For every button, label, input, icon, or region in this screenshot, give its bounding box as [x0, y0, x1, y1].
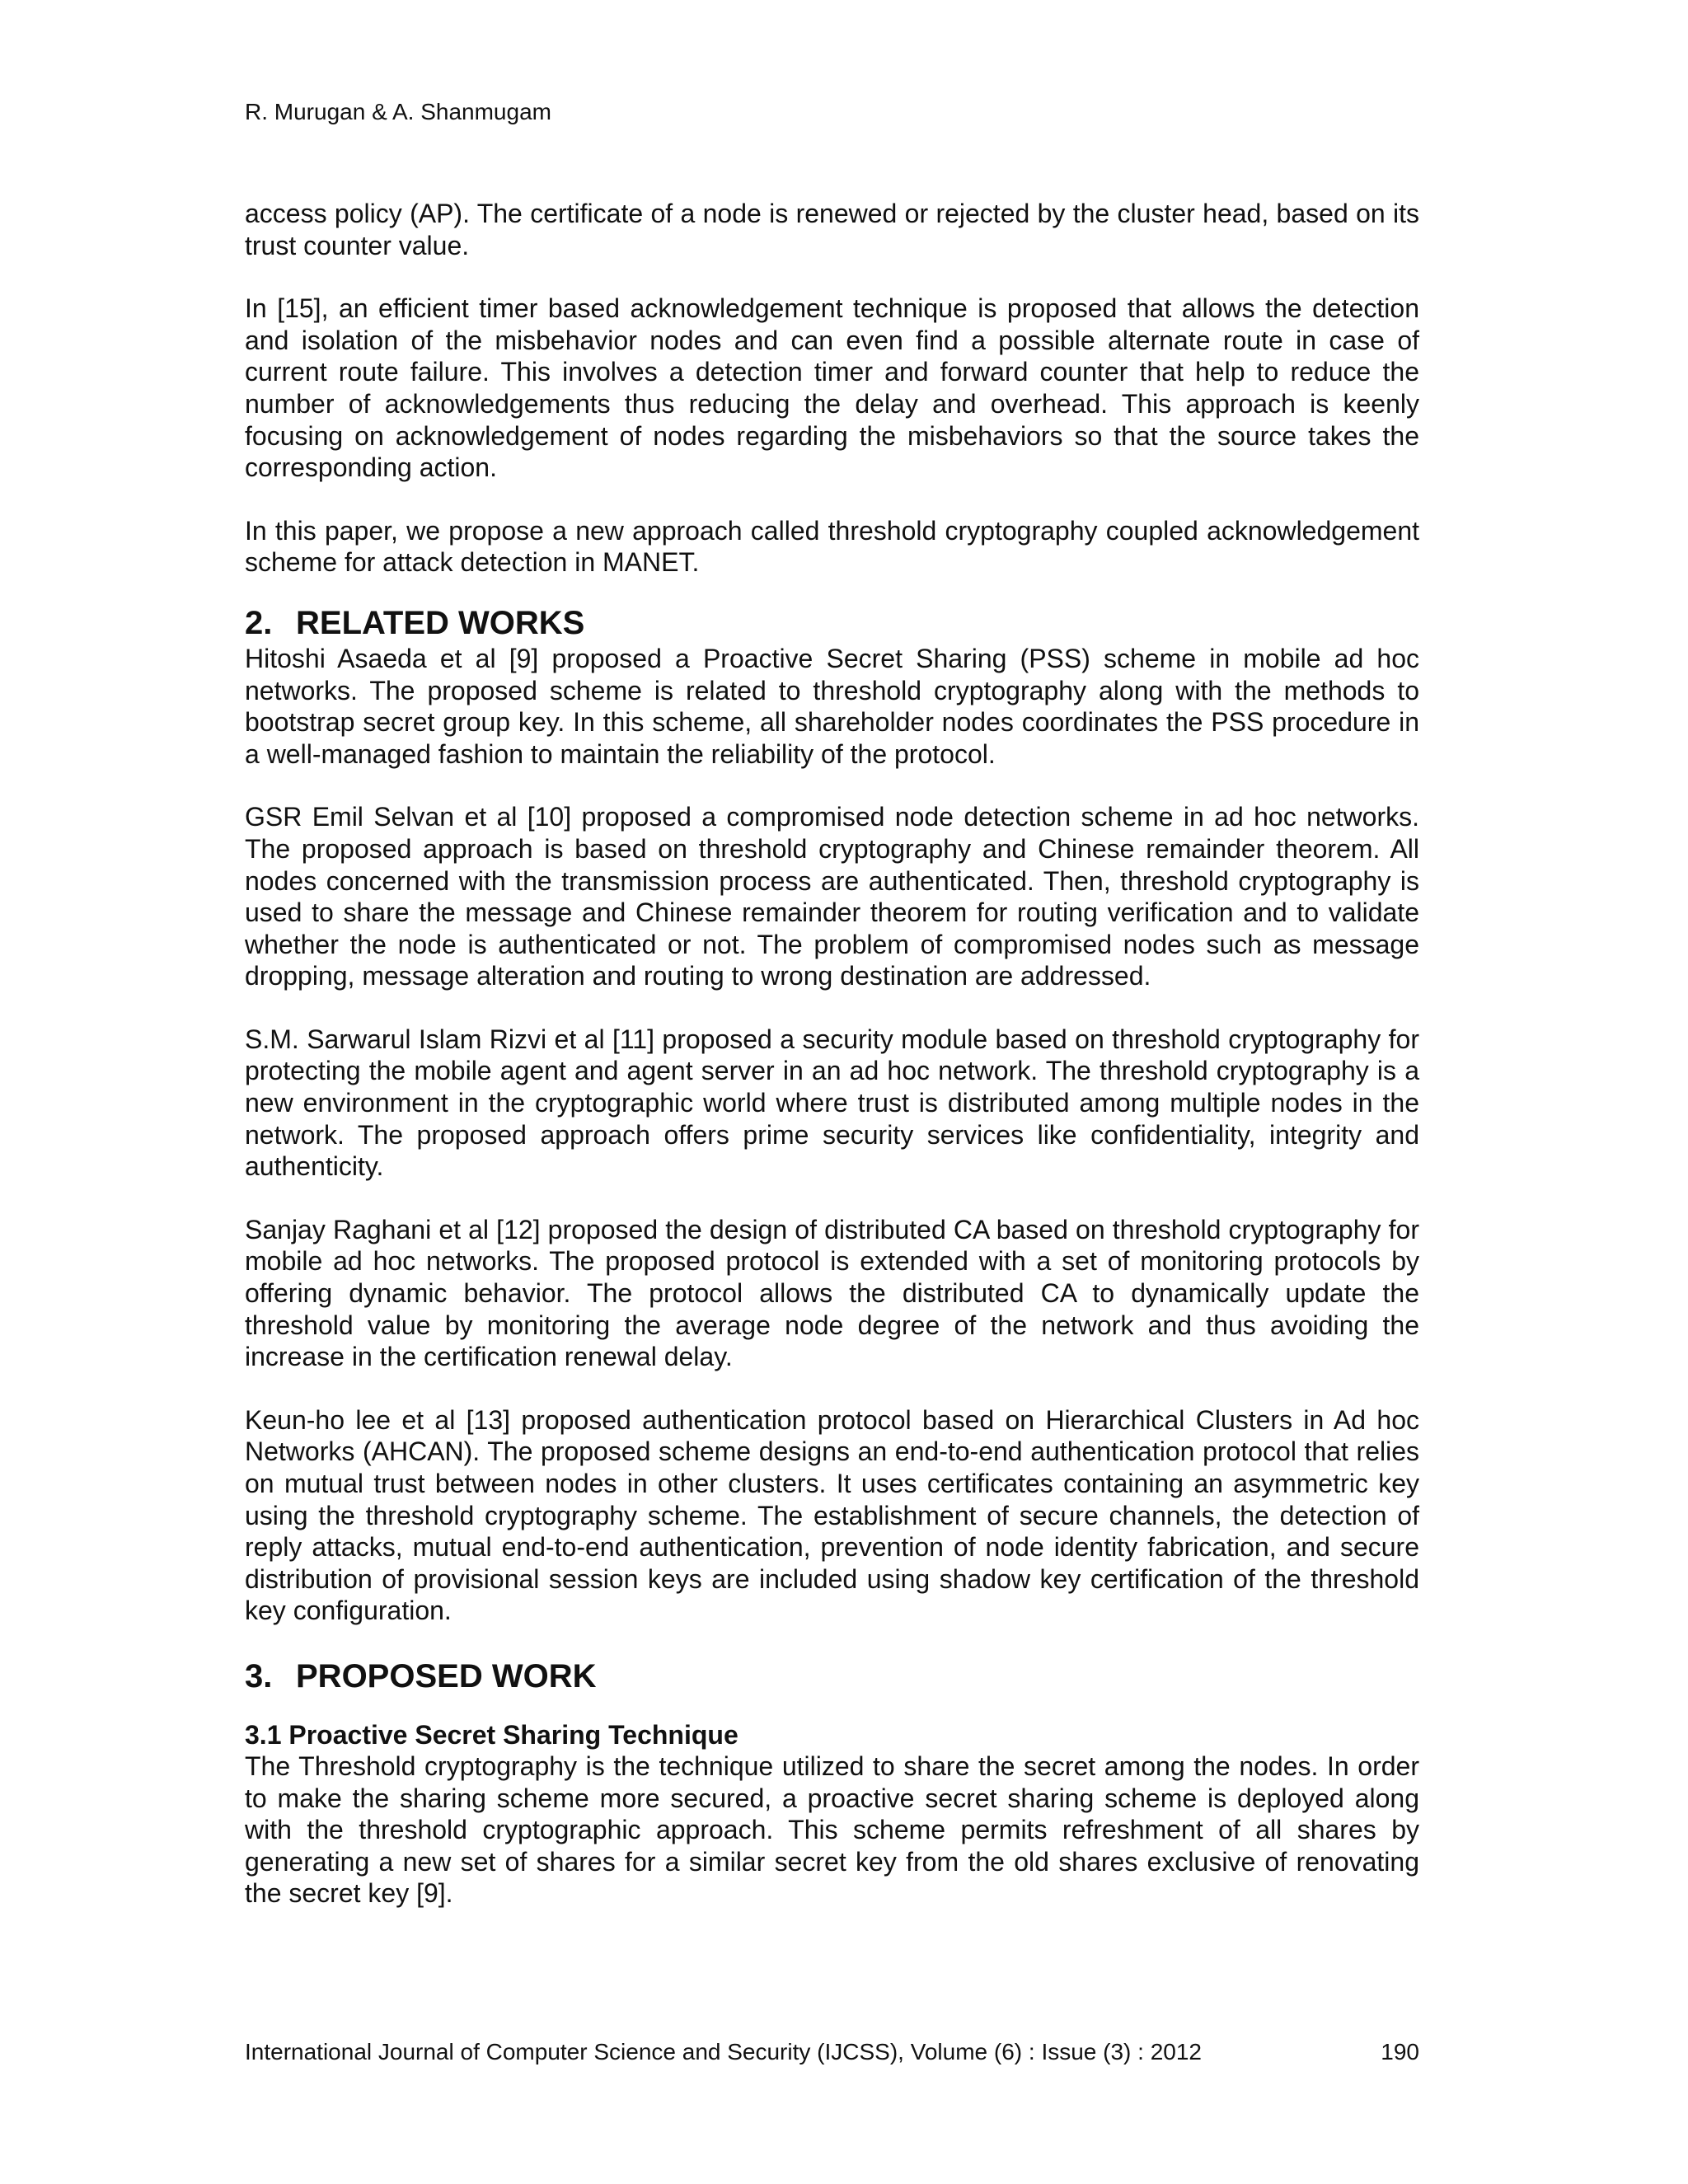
body-paragraph-1: access policy (AP). The certificate of a node is renewed or rejected by the cluster head, based on its trust counter value. — [245, 199, 1419, 260]
related-paragraph-1: Hitoshi Asaeda et al [9] proposed a Proactive Secret Sharing (PSS) scheme in mobile ad hoc networks. The proposed scheme is related to threshold cryptography along with the methods to bootstrap secret group key. In this scheme, all shareholder nodes coordinates the PSS procedure in a well-managed fashion to maintain the reliability of the protocol. — [245, 643, 1419, 769]
proposed-paragraph-1: The Threshold cryptography is the technique utilized to share the secret among the nodes. In order to make the sharing scheme more secured, a proactive secret sharing scheme is deployed along with the threshold cryptographic approach. This scheme permits refreshment of all shares by generating a new set of shares for a similar secret key from the old shares exclusive of renovating the secret key [9]. — [245, 1750, 1419, 1909]
section-2-title: RELATED WORKS — [296, 604, 585, 641]
section-2-heading — [245, 603, 1419, 643]
page-number: 190 — [1381, 2039, 1419, 2064]
main-content — [245, 198, 1419, 1941]
section-3-title: PROPOSED WORK — [296, 1657, 597, 1694]
related-paragraph-2: GSR Emil Selvan et al [10] proposed a compromised node detection scheme in ad hoc networks. The proposed approach is based on threshold cryptography and Chinese remainder theorem. All nodes concerned with the transmission process are authenticated. Then, threshold cryptography is used to share the message and Chinese remainder theorem for routing verification and to validate whether the node is authenticated or not. The problem of compromised nodes such as message dropping, message alteration and routing to wrong destination are addressed. — [245, 802, 1419, 991]
related-paragraph-4: Sanjay Raghani et al [12] proposed the design of distributed CA based on threshold cryptography for mobile ad hoc networks. The proposed protocol is extended with a set of monitoring protocols by offering dynamic behavior. The protocol allows the distributed CA to dynamically update the threshold value by monitoring the average node degree of the network and thus avoiding the increase in the certification renewal delay. — [245, 1214, 1419, 1372]
subsection-3-1-heading: 3.1 Proactive Secret Sharing Technique — [245, 1719, 738, 1750]
body-paragraph-2: In [15], an efficient timer based acknowledgement technique is proposed that allows the detection and isolation of the misbehavior nodes and can even find a possible alternate route in case of current route failure. This involves a detection timer and forward counter that help to reduce the number of acknowledgements thus reducing the delay and overhead. This approach is keenly focusing on acknowledgement of nodes regarding the misbehaviors so that the source takes the corresponding action. — [245, 293, 1419, 483]
journal-citation: International Journal of Computer Science and Security (IJCSS), Volume (6) : Issue (3) : 2012 — [245, 2039, 1203, 2064]
related-paragraph-5: Keun-ho lee et al [13] proposed authentication protocol based on Hierarchical Clusters in Ad hoc Networks (AHCAN). The proposed scheme designs an end-to-end authentication protocol that relies on mutual trust between nodes in other clusters. It uses certificates containing an asymmetric key using the threshold cryptography scheme. The establishment of secure channels, the detection of reply attacks, mutual end-to-end authentication, prevention of node identity fabrication, and secure distribution of provisional session keys are included using shadow key certification of the threshold key configuration. — [245, 1404, 1419, 1626]
section-2-number: 2. — [245, 604, 273, 641]
section-3-number: 3. — [245, 1657, 273, 1694]
body-paragraph-3: In this paper, we propose a new approach called threshold cryptography coupled acknowledgement scheme for attack detection in MANET. — [245, 515, 1419, 578]
related-paragraph-3: S.M. Sarwarul Islam Rizvi et al [11] proposed a security module based on threshold cryptography for protecting the mobile agent and agent server in an ad hoc network. The threshold cryptography is a new environment in the cryptographic world where trust is distributed among multiple nodes in the network. The proposed approach offers prime security services like confidentiality, integrity and authenticity. — [245, 1024, 1419, 1182]
running-head: R. Murugan & A. Shanmugam — [245, 99, 551, 124]
section-3-heading — [245, 1657, 1419, 1696]
